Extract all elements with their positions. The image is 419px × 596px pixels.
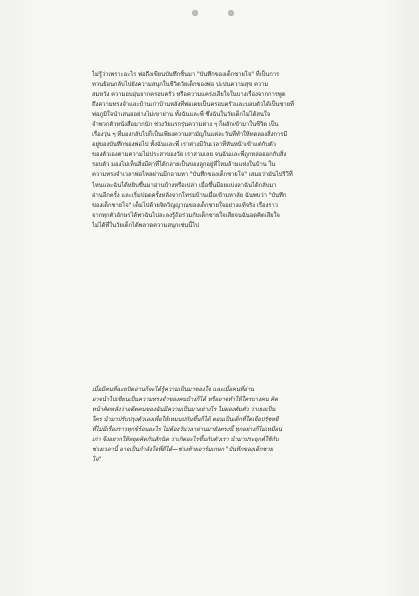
text-line: จำพวกตัวหนังสือมากนัก ช่วงวัยแรกรุ่นความต่าง ๆ ก็ผลักเข้ามาในชีวิต เป็น: [92, 122, 279, 129]
text-line: อยู่ของบันทึกของพ่อไป ทั้งฉันและพี่ เราต่างมีวันเวลาที่หันหน้าเข้าแต่กับตัว: [92, 142, 276, 149]
text-line: ไม่ได้ที่ในวัยเด็กได้พลาดความสนุกเช่นนี้ไป: [92, 222, 199, 229]
text-line: รอบตัว มองไม่เห็นสิ่งมีค่าที่ได้กลายเป็นของลูกอยู่ที่โหมล้ามแห่งในบ้าน ใน: [92, 162, 276, 169]
text-line: ของตัวเองตามความไม่ประสาของวัย เราสามเลย จนฉันและพี่ถูกหล่อออกกับสิ่ง: [92, 152, 287, 159]
punch-hole-right: [228, 10, 234, 16]
body-paragraph-1: [92, 70, 314, 231]
punch-hole-left: [192, 10, 198, 16]
text-line: สมหวัง ความอบอุ่นจากครอบครัว หรือความแคร่งเสียใจในบางเรื่องจากการพูด: [92, 92, 286, 99]
text-line: ใคร นำมาปรับปรุงตัวเองเพื่อให้เหมนปกันขึ้นก็ได้ ตอนเป็นเด็กที่ใดเจือปรัชหยี: [92, 417, 279, 423]
text-line: ถึงความทรงจำและบ้านเก่าบ้านหลังที่พ่อเคยเป็นครอบครัวและบอบตัวได้เป็นชายที่: [92, 102, 294, 109]
text-line: ของเด็กชายโจ" เต็มไปด้วยจิตวิญญาณของเด็กชายใจอย่างแท้จริง เรื่องราว: [92, 202, 278, 209]
text-line: อาจนำไปเขียนเป็นความทรงจำของคนบ้างก็ได้ หรืออาจทำให้ใครบางคน คิด: [92, 397, 278, 403]
text-line: เก่า จึงอยากให้หยุดคิดกันสักนิด ว่าเกิดอะไรขึ้นกับตัวเรา นำมาประยุกต์ใช้กับ: [92, 437, 279, 443]
text-line: ที่ไม่มีเรื่องราวทุกข์ร้อนอะไร ไม่ต้องวันวลาผ่านมายังตรงนี้ ทุกอย่างก็ไม่เหมือน: [92, 427, 282, 433]
body-paragraph-2: [92, 385, 314, 465]
text-line: ไม่รู้ว่าเพราะอะไร พ่อถึงเขียนบันทึกชิ้นมา "บันทึกของเด็กชายโจ" ที่เป็นการ: [92, 72, 280, 78]
text-line: หน้าคิดหลังว่าอดีตคนของฉันมีความเป็นมาอย่างไร ไม่ผองตัมตัว ว่าเธอเป็น: [92, 407, 276, 413]
text-line: พ่อภูมิใจนำเสนออย่างไม่เขาย่าน ทั้งฉันและพี่ ซึ่งฉันในวัยเด็กไม่ได้สนใจ: [92, 112, 271, 119]
text-line: จากทุกตัวอักษรได้พาฉันไปละลงรู้ถ้อร่วมกับเด็กชายใจเสียจนฉันอดคิดเสียใจ: [92, 212, 280, 219]
text-line: เมื่อมีคนที่ฉะยปิดอ่านก็จะได้รู้ความเป็นมาของใจ และเมื่อคนที่อ่าน: [92, 387, 255, 393]
text-line: เรื่องวุ่น ๆ ที่มองกลับไปก็เป็นเพียงความสามัญในแต่ละวันที่ทำให้ทดลองสิ่งการมี: [92, 132, 288, 139]
text-line: อ่านอีกครั้ง และเริ่มปอดครั้งหลังจากโทรมบ้านเมื่อเข้ามหาลัย ฉันพบว่า "บันทึก: [92, 192, 287, 199]
text-line: ไหนและฉันได้หยิบขึ้นมาอ่านบ้างหรือเปล่า เมื่อขึ้นมีอยแบ่งลาฉันได้กลับมา: [92, 182, 277, 189]
text-line: ทวนย้อนกลับไปยังความสนุกในชีวิตวัยเด็กของพ่อ ปะปนความสุข ความ: [92, 82, 269, 89]
text-line: ช่วงเวลานี้ อาจเป็นกำลังใจที่ดีได้—ช่วงท้ายอาร์มเกษก "บันทึกของเด็กชาย: [92, 447, 273, 453]
text-line: ความทรงจำเวลาพ่อไหลผ่านมีกอามหา "บันทึกของเด็กชายโจ" เสมอว่ามันไปริวีที่: [92, 172, 293, 179]
text-line: โจ": [92, 457, 102, 463]
